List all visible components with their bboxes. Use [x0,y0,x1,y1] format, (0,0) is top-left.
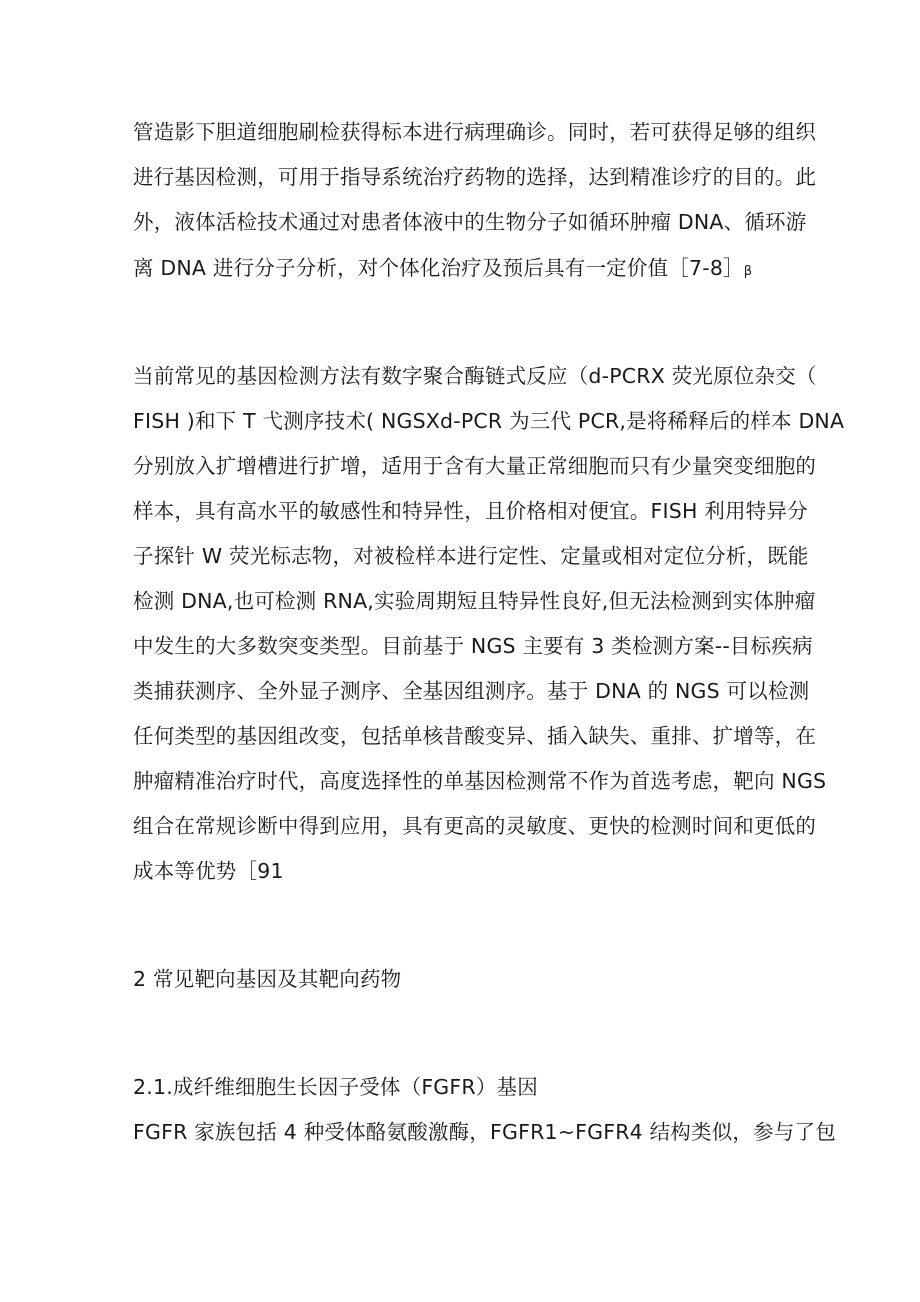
paragraph-2-line-9: 任何类型的基因组改变，包括单核昔酸变异、插入缺失、重排、扩增等，在 [133,724,817,748]
paragraph-2-line-12: 成本等优势［91 [133,859,284,883]
paragraph-2-line-5: 子探针 W 荧光标志物，对被检样本进行定性、定量或相对定位分析，既能 [133,544,809,568]
paragraph-1-line-4-text: 离 DNA 进行分子分析，对个体化治疗及预后具有一定价值［7-8］ [133,256,744,280]
paragraph-1-line-3: 外，液体活检技术通过对患者体液中的生物分子如循环肿瘤 DNA、循环游 [133,210,807,234]
paragraph-1-line-4 [133,254,793,286]
paragraph-2-line-11: 组合在常规诊断中得到应用，具有更高的灵敏度、更快的检测时间和更低的 [133,814,817,838]
section-heading: 2 常见靶向基因及其靶向药物 [133,967,402,991]
paragraph-2-line-2: FISH )和下 T 弋测序技术( NGSXd-PCR 为三代 PCR,是将稀释后的样本 DNA [133,409,845,433]
paragraph-2-line-6: 检测 DNA,也可检测 RNA,实验周期短且特异性良好,但无法检测到实体肿瘤 [133,589,816,613]
paragraph-3-line-1: FGFR 家族包括 4 种受体酪氨酸激酶，FGFR1~FGFR4 结构类似，参与了包 [133,1120,836,1144]
paragraph-1-line-2: 进行基因检测，可用于指导系统治疗药物的选择，达到精准诊疗的目的。此 [133,165,817,189]
paragraph-1-trailing-mark: β [743,264,753,279]
paragraph-2-line-10: 肿瘤精准治疗时代，高度选择性的单基因检测常不作为首选考虑，靶向 NGS [133,769,827,793]
paragraph-2-line-4: 样本，具有高水平的敏感性和特异性，且价格相对便宜。FISH 利用特异分 [133,499,808,523]
subsection-heading: 2.1.成纤维细胞生长因子受体（FGFR）基因 [133,1075,538,1099]
paragraph-2-line-7: 中发生的大多数突变类型。目前基于 NGS 主要有 3 类检测方案--目标疾病 [133,634,813,658]
paragraph-2-line-8: 类捕获测序、全外显子测序、全基因组测序。基于 DNA 的 NGS 可以检测 [133,679,810,703]
paragraph-1-line-1: 管造影下胆道细胞刷检获得标本进行病理确诊。同时，若可获得足够的组织 [133,120,817,144]
paragraph-2-line-3: 分别放入扩增槽进行扩增，适用于含有大量正常细胞而只有少量突变细胞的 [133,454,817,478]
paragraph-2-line-1: 当前常见的基因检测方法有数字聚合酶链式反应（d-PCRX 荧光原位杂交（ [133,364,817,388]
